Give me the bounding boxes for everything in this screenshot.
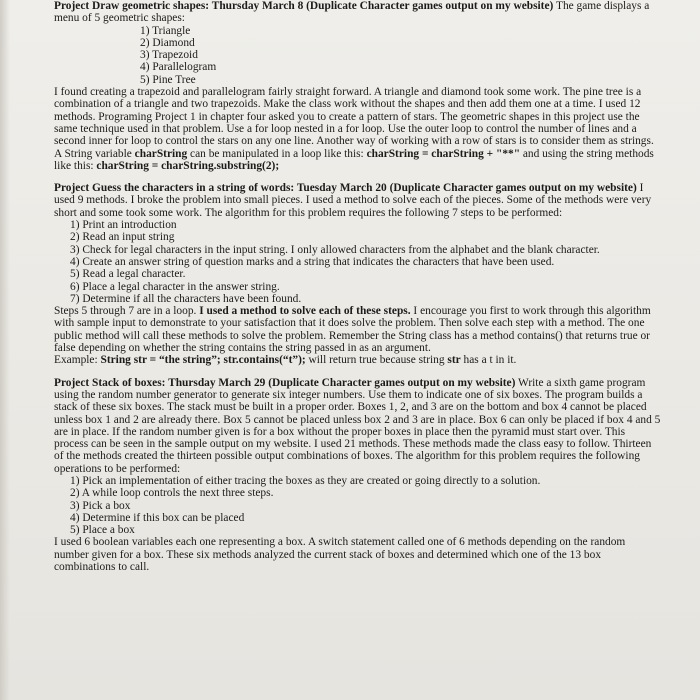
project1-paragraph [54, 0, 662, 25]
project2-body-text: I used 9 methods. I broke the problem into small pieces. I used a method to solve each of the pieces. Some of the methods were very short and some took some work. The algorithm for this problem requires the following 7 steps to be performed: [54, 182, 652, 219]
menu-item: 3) Trapezoid [140, 49, 198, 62]
project1-body-text-2: can be manipulated in a loop like this: [187, 147, 364, 160]
menu-item: 1) Triangle [140, 24, 191, 37]
menu-item: 5) Pine Tree [140, 73, 196, 86]
step-item: 5) Place a box [70, 524, 135, 537]
project3-steps-list [54, 475, 662, 536]
step-item: 3) Check for legal characters in the input string. I only allowed characters from the alphabet and the blank character. [70, 243, 600, 256]
example-str: str [447, 354, 461, 367]
project2-body-text-2: Steps 5 through 7 are in a loop. [54, 305, 200, 318]
section-gap [54, 172, 662, 182]
project3-body-text: Write a sixth game program using the random number generator to generate six integer numbers. Use them to indicate one of six boxes. The program builds a stack of these six boxes. The stack must be built in a proper order. Boxes 1, 2, and 3 are on the bottom and box 4 cannot be placed unless box 1 and 2 are already there. Box 5 cannot be placed unless box 2 and 3 are in place. Box 6 can only be placed if box 4 and 5 are in place. If the random number given is for a box without the proper boxes in place then the pyramid must start over. This process can be seen in the sample output on my website. I used 21 methods. These methods made the class easy to follow. Thirteen of the methods created the thirteen possible output combinations of boxes. The algorithm for this problem requires the following operations to be performed: [54, 376, 661, 475]
shape-menu-list [54, 25, 662, 86]
menu-item: 4) Parallelogram [140, 61, 217, 74]
step-item: 1) Print an introduction [70, 219, 177, 232]
project2-emphasis: I used a method to solve each of these steps. [199, 305, 411, 318]
project3-title: Project Stack of boxes: Thursday March 29 (Duplicate Character games output on my website) [54, 376, 516, 389]
project2-title: Project Guess the characters in a string of words: Tuesday March 20 (Duplicate Character games output on my website) [54, 182, 637, 195]
project2-body [54, 305, 662, 354]
project1-body [54, 86, 662, 172]
menu-item: 2) Diamond [140, 36, 195, 49]
step-item: 7) Determine if all the characters have been found. [70, 292, 302, 305]
step-item: 4) Create an answer string of question marks and a string that indicates the characters that have been used. [70, 255, 555, 268]
project2-body-text-3: I encourage you first to work through this algorithm with sample input to demonstrate to your satisfaction that it does solve the problem. Then solve each step with a method. The one public method will call these methods to solve the problem. Remember the String class has a method contains() that returns true or false depending on whether the string contains the string passed in as an argument. [54, 305, 651, 355]
step-item: 5) Read a legal character. [70, 268, 186, 281]
project2-steps-list [54, 219, 662, 305]
charstring-term: charString [134, 147, 188, 160]
project3-body: I used 6 boolean variables each one representing a box. A switch statement called one of 6 methods depending on the random number given for a box. These six methods analyzed the current stack of boxes and determined which one of the 13 box combinations to call. [54, 536, 626, 574]
step-item: 6) Place a legal character in the answer string. [70, 280, 280, 293]
example-label: Example: [54, 354, 101, 367]
step-item: 4) Determine if this box can be placed [70, 511, 245, 524]
section-gap [54, 367, 662, 377]
step-item: 2) Read an input string [70, 231, 175, 244]
project3-paragraph [54, 377, 662, 475]
project1-body-text-3: and using the string methods like this: [54, 147, 654, 172]
project1-body-text: I found creating a trapezoid and parallelogram fairly straight forward. A triangle and diamond took some work. The pine tree is a combination of a triangle and two trapezoids. Make the class work without the shapes and then add them one at a time. I used 12 methods. Programing Project 1 in chapter four asked you to create a pattern of stars. The geometric shapes in this project use the same technique used in that problem. Use a for loop nested in a for loop. Use the outer loop to control the number of lines and a second inner for loop to control the stars on any one line. Another way of working with a row of stars is to consider them as strings. A String variable [54, 86, 654, 160]
project2-paragraph [54, 182, 662, 219]
step-item: 1) Pick an implementation of either tracing the boxes as they are created or going directly to a solution. [70, 474, 541, 487]
code-snippet-1: charString = charString + "**" [366, 147, 521, 160]
project1-intro: The game displays a menu of 5 geometric shapes: [54, 0, 650, 25]
project2-example [54, 354, 662, 366]
example-tail: will return true because string [305, 354, 448, 367]
example-code: String str = “the string”; str.contains(“t”); [100, 354, 306, 367]
project1-title: Project Draw geometric shapes: Thursday March 8 (Duplicate Character games output on my website) [54, 0, 554, 12]
step-item: 3) Pick a box [70, 499, 131, 512]
code-snippet-2: charString = charString.substring(2); [96, 159, 280, 172]
example-end: has a t in it. [460, 354, 517, 367]
step-item: 2) A while loop controls the next three steps. [70, 487, 274, 500]
